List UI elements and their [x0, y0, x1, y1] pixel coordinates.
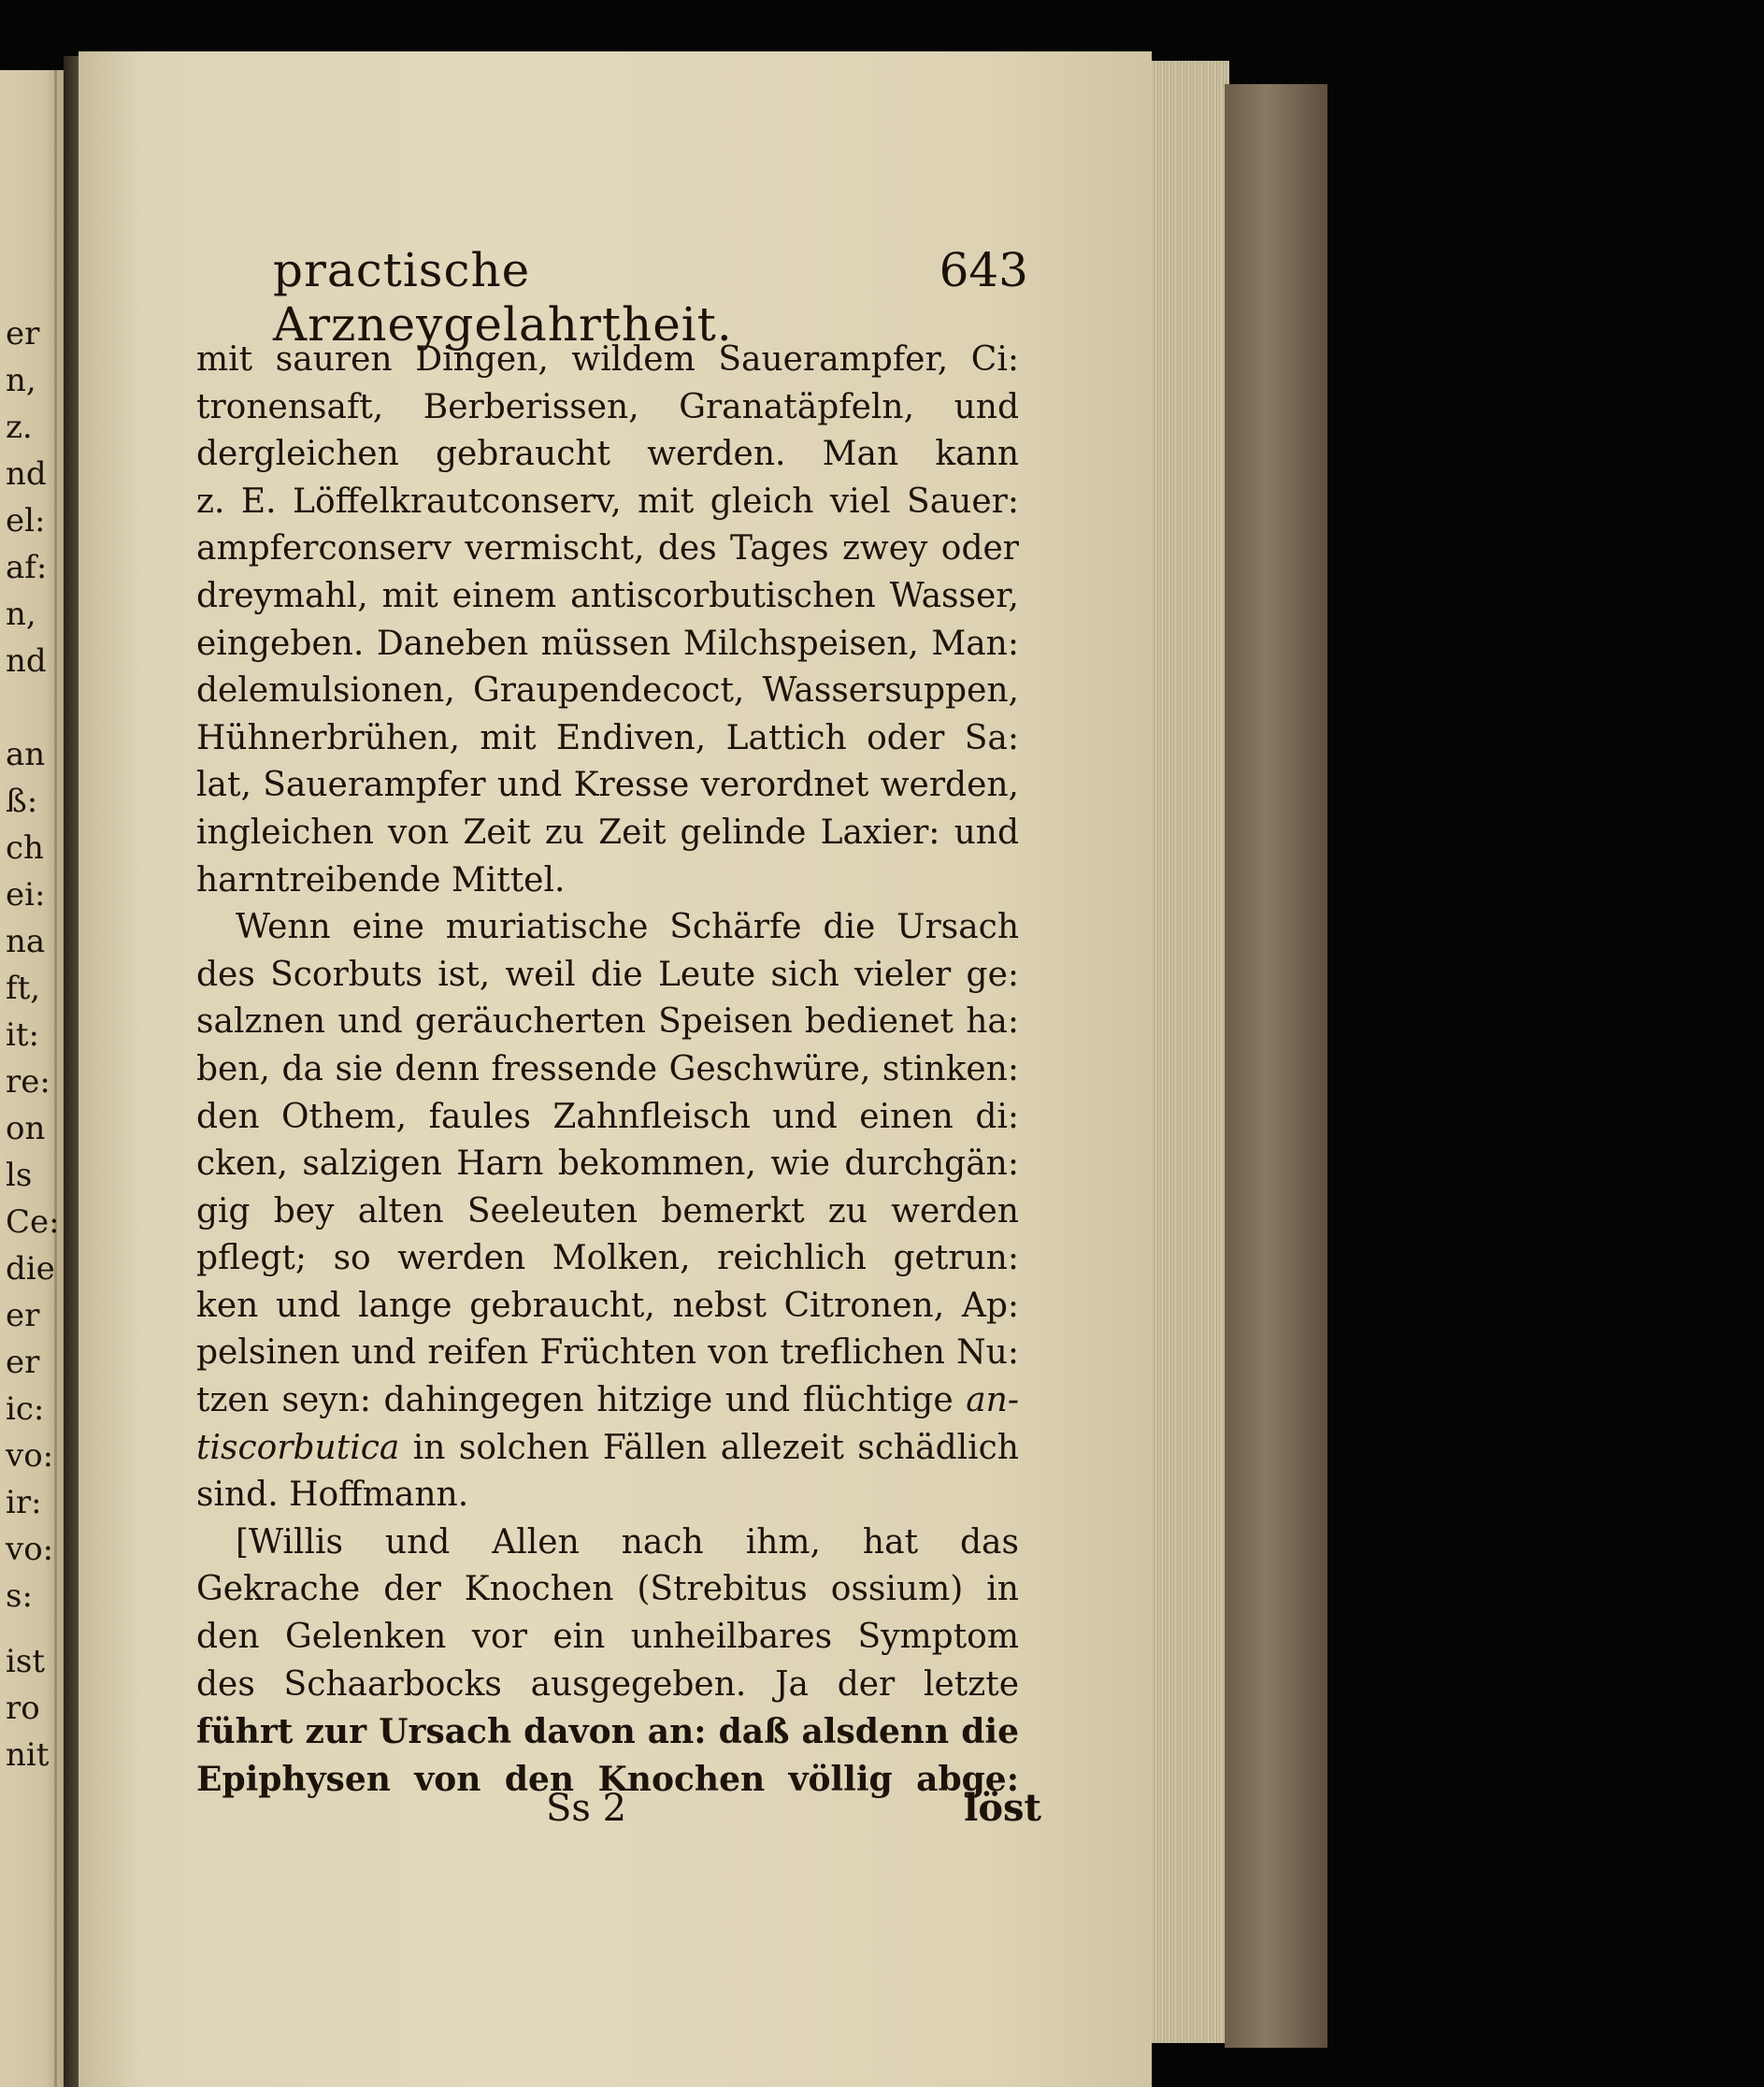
page-footer [546, 1786, 1041, 1842]
text-line: Hühnerbrühen, mit Endiven, Lattich oder Sa: [196, 718, 1019, 757]
body-text [196, 337, 1019, 1803]
text-line: ingleichen von Zeit zu Zeit gelinde Laxier: und [196, 813, 1019, 852]
text-line: ken und lange gebraucht, nebst Citronen, Ap: [196, 1286, 1019, 1325]
text-line: ampferconserv vermischt, des Tages zwey oder [196, 529, 1019, 569]
left-fragment: er [6, 1344, 40, 1381]
latin-term: tiscorbutica [196, 1428, 400, 1467]
text-line: dreymahl, mit einem antiscorbutischen Wasser, [196, 576, 1019, 615]
text-line: eingeben. Daneben müssen Milchspeisen, Man: [196, 624, 1019, 663]
text-line: Epiphysen von den Knochen völlig abge: [196, 1759, 1019, 1799]
catchword: löst [964, 1786, 1041, 1830]
text-line: delemulsionen, Graupendecoct, Wassersuppen, [196, 671, 1019, 711]
text-line: den Othem, faules Zahnfleisch und einen di: [196, 1097, 1019, 1136]
text-segment: tzen seyn: dahingegen hitzige und flüchtige [196, 1381, 954, 1420]
left-fragment: z. [6, 409, 33, 446]
text-line: [Willis und Allen nach ihm, hat das [236, 1522, 1019, 1562]
text-line: z. E. Löffelkrautconserv, mit gleich viel Sauer: [196, 482, 1019, 521]
previous-page-gutter-line [54, 70, 57, 2087]
text-line: den Gelenken vor ein unheilbares Symptom [196, 1618, 1019, 1657]
left-fragment: it: [6, 1016, 39, 1054]
left-fragment: die [6, 1250, 55, 1288]
left-fragment: vo: [6, 1437, 54, 1475]
page-number: 643 [939, 243, 1028, 297]
left-fragment: n, [6, 362, 36, 399]
text-line: cken, salzigen Harn bekommen, wie durchgän: [196, 1144, 1019, 1184]
latin-term: an- [966, 1381, 1019, 1420]
page-header [273, 243, 1028, 352]
text-line: lat, Sauerampfer und Kresse verordnet werden, [196, 766, 1019, 805]
left-fragment: n, [6, 596, 36, 633]
text-line: dergleichen gebraucht werden. Man kann [196, 435, 1019, 474]
text-line: sind. Hoffmann. [196, 1475, 469, 1515]
left-fragment: ei: [6, 876, 46, 914]
left-fragment: ic: [6, 1390, 45, 1428]
left-fragment: ir: [6, 1484, 42, 1521]
text-line: mit sauren Dingen, wildem Sauerampfer, Ci: [196, 340, 1019, 379]
left-fragment: ro [6, 1690, 40, 1727]
left-fragment: re: [6, 1063, 50, 1101]
text-line [196, 1425, 1019, 1473]
book-cover-edge [1225, 84, 1327, 2048]
left-fragment: na [6, 923, 46, 960]
text-line: des Schaarbocks ausgegeben. Ja der letzte [196, 1664, 1019, 1704]
left-fragment: vo: [6, 1531, 54, 1568]
left-fragment: er [6, 315, 40, 353]
left-fragment: af: [6, 549, 48, 586]
text-line: pflegt; so werden Molken, reichlich getrun: [196, 1239, 1019, 1278]
left-fragment: er [6, 1297, 40, 1334]
signature-mark: Ss 2 [546, 1787, 627, 1830]
left-fragment: ft, [6, 970, 41, 1007]
dark-margin [1327, 0, 1764, 2087]
text-line: Wenn eine muriatische Schärfe die Ursach [236, 908, 1019, 947]
left-fragment: an [6, 736, 46, 773]
left-fragment: on [6, 1110, 46, 1147]
left-fragment: ls [6, 1157, 33, 1194]
text-line: gig bey alten Seeleuten bemerkt zu werden [196, 1191, 1019, 1231]
text-segment: in solchen Fällen allezeit schädlich [412, 1428, 1019, 1467]
left-fragment: nd [6, 455, 47, 493]
text-line: ben, da sie denn fressende Geschwüre, stinken: [196, 1049, 1019, 1088]
text-line: des Scorbuts ist, weil die Leute sich vieler ge: [196, 955, 1019, 994]
left-fragment: nit [6, 1736, 50, 1774]
left-fragment: ch [6, 829, 44, 867]
left-fragment: ß: [6, 783, 38, 820]
text-line: pelsinen und reifen Früchten von treflichen Nu: [196, 1333, 1019, 1373]
text-line: salznen und geräucherten Speisen bedienet ha: [196, 1002, 1019, 1042]
left-fragment: ist [6, 1643, 45, 1680]
book-page [79, 51, 1152, 2087]
previous-page-edge [0, 70, 64, 2087]
text-line [196, 1377, 1019, 1425]
text-line: führt zur Ursach davon an: daß alsdenn die [196, 1712, 1019, 1752]
text-line: tronensaft, Berberissen, Granatäpfeln, und [196, 387, 1019, 426]
left-fragment: Ce: [6, 1203, 60, 1241]
text-line: harntreibende Mittel. [196, 860, 566, 900]
text-line: Gekrache der Knochen (Strebitus ossium) in [196, 1570, 1019, 1609]
left-fragment: nd [6, 642, 47, 680]
left-fragment: s: [6, 1577, 33, 1615]
page-edges [1145, 61, 1229, 2043]
left-fragment: el: [6, 502, 46, 540]
running-title: practische Arzneygelahrtheit. [273, 243, 733, 352]
